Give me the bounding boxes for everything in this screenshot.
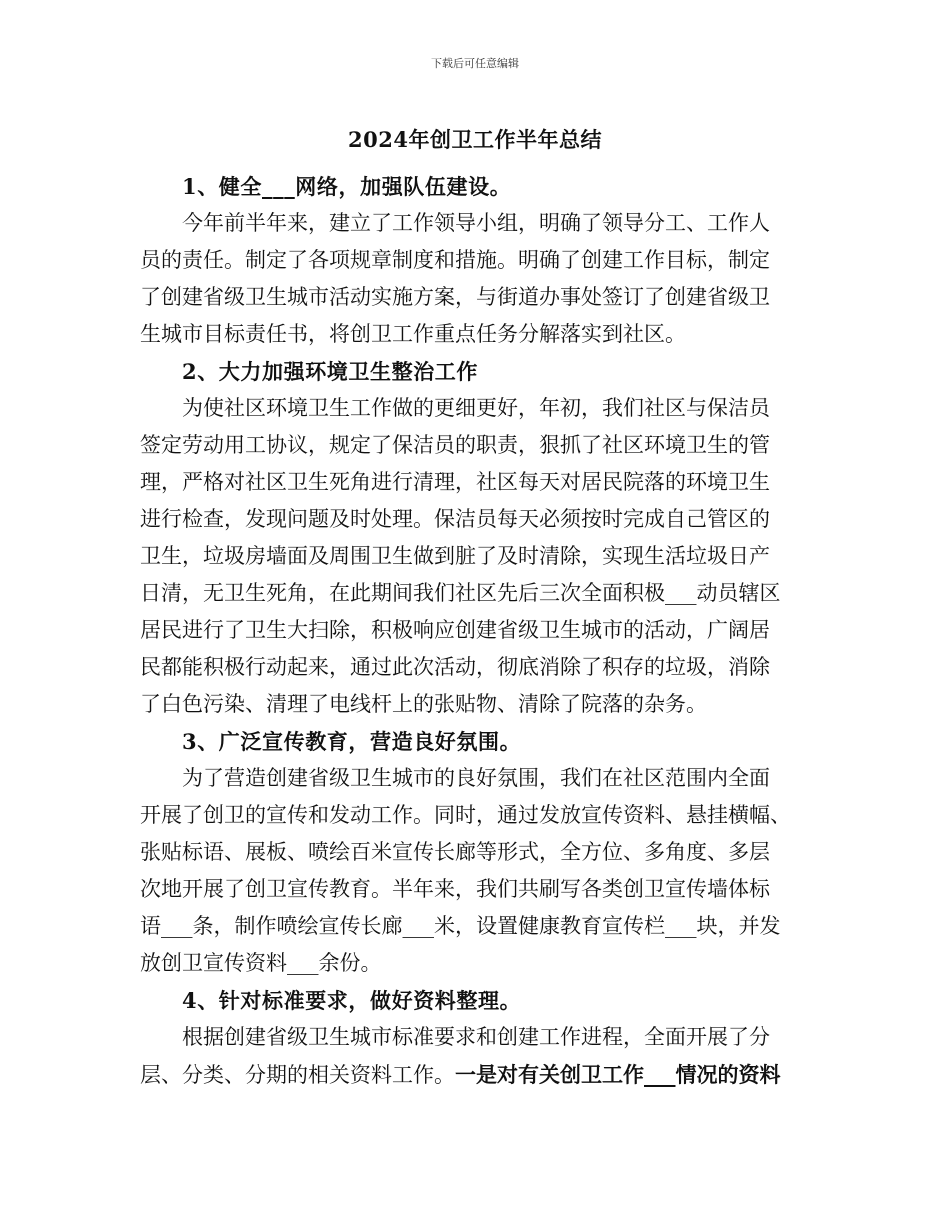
paragraph-line: 次地开展了创卫宣传教育。半年来，我们共刷写各类创卫宣传墙体标 (140, 877, 770, 901)
section-heading-2: 2、大力加强环境卫生整治工作 (182, 359, 479, 384)
paragraph-line: 进行检查，发现问题及时处理。保洁员每天必须按时完成自己管区的 (140, 507, 770, 531)
paragraph-line-text: 层、分类、分期的相关资料工作。 (140, 1063, 455, 1087)
paragraph-line-with-bold-tail (140, 1056, 812, 1093)
paragraph-line: 为使社区环境卫生工作做的更细更好，年初，我们社区与保洁员 (182, 396, 770, 420)
section-paragraph-3 (140, 760, 812, 982)
paragraph-line: 员的责任。制定了各项规章制度和措施。明确了创建工作目标，制定 (140, 248, 770, 272)
section-heading-1: 1、健全___网络，加强队伍建设。 (182, 174, 512, 199)
paragraph-line: 语___条，制作喷绘宣传长廊___米，设置健康教育宣传栏___块，并发 (140, 914, 781, 938)
document-title: 2024年创卫工作半年总结 (348, 127, 602, 152)
paragraph-line: 张贴标语、展板、喷绘百米宣传长廊等形式，全方位、多角度、多层 (140, 840, 770, 864)
paragraph-line: 了创建省级卫生城市活动实施方案，与街道办事处签订了创建省级卫 (140, 285, 770, 309)
header-note: 下载后可任意编辑 (431, 57, 519, 70)
paragraph-line: 放创卫宣传资料___余份。 (140, 951, 382, 975)
paragraph-line: 民都能积极行动起来，通过此次活动，彻底消除了积存的垃圾，消除 (140, 655, 770, 679)
section-heading-3: 3、广泛宣传教育，营造良好氛围。 (182, 729, 522, 754)
paragraph-line: 日清，无卫生死角，在此期间我们社区先后三次全面积极___动员辖区 (140, 581, 781, 605)
section-paragraph-2 (140, 390, 812, 723)
paragraph-line: 根据创建省级卫生城市标准要求和创建工作进程，全面开展了分 (182, 1025, 770, 1049)
paragraph-line: 了白色污染、清理了电线杆上的张贴物、清除了院落的杂务。 (140, 692, 707, 716)
paragraph-line: 理，严格对社区卫生死角进行清理，社区每天对居民院落的环境卫生 (140, 470, 770, 494)
section-heading-4: 4、针对标准要求，做好资料整理。 (182, 988, 522, 1013)
paragraph-bold-phrase: 一是对有关创卫工作___情况的资料 (455, 1062, 781, 1087)
document-body (140, 168, 812, 1093)
paragraph-line: 生城市目标责任书，将创卫工作重点任务分解落实到社区。 (140, 322, 686, 346)
paragraph-line: 今年前半年来，建立了工作领导小组，明确了领导分工、工作人 (182, 211, 770, 235)
section-paragraph-1 (140, 205, 812, 353)
paragraph-line: 签定劳动用工协议，规定了保洁员的职责，狠抓了社区环境卫生的管 (140, 433, 770, 457)
paragraph-line: 卫生，垃圾房墙面及周围卫生做到脏了及时清除，实现生活垃圾日产 (140, 544, 770, 568)
paragraph-line: 为了营造创建省级卫生城市的良好氛围，我们在社区范围内全面 (182, 766, 770, 790)
paragraph-line: 开展了创卫的宣传和发动工作。同时，通过发放宣传资料、悬挂横幅、 (140, 803, 791, 827)
section-paragraph-4 (140, 1019, 812, 1093)
paragraph-line: 居民进行了卫生大扫除，积极响应创建省级卫生城市的活动，广阔居 (140, 618, 770, 642)
